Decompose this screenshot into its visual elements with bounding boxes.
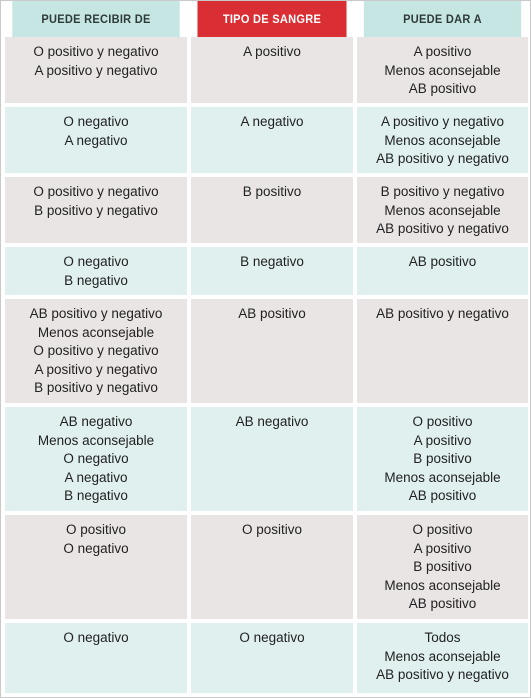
cell-line: Todos	[424, 630, 461, 645]
give-cell	[357, 623, 528, 693]
cell-line: A positivo	[413, 44, 472, 59]
cell-line: Menos aconsejable	[384, 202, 501, 218]
cell-line: B positivo	[242, 184, 302, 199]
blood-type-cell	[191, 247, 353, 295]
cell-line: AB negativo	[235, 414, 309, 429]
cell-line: Menos aconsejable	[384, 469, 501, 485]
blood-type-cell	[191, 623, 353, 693]
cell-line: B positivo y negativo	[380, 184, 505, 199]
receive-cell	[5, 247, 187, 295]
cell-line: Menos aconsejable	[384, 577, 501, 593]
cell-line: O negativo	[63, 254, 129, 269]
receive-cell	[5, 107, 187, 173]
give-cell	[357, 247, 528, 295]
cell-line: O negativo	[63, 540, 129, 556]
header-blood-type: TIPO DE SANGRE	[197, 1, 346, 37]
cell-line: AB positivo	[408, 81, 477, 96]
blood-type-cell	[191, 37, 353, 103]
give-cell	[357, 299, 528, 403]
give-cell	[357, 107, 528, 173]
table-row	[1, 177, 531, 247]
cell-line: O positivo y negativo	[33, 343, 159, 358]
cell-line: O positivo y negativo	[33, 44, 159, 59]
cell-line: AB positivo y negativo	[376, 306, 509, 321]
blood-type-cell	[191, 515, 353, 619]
header-receive: PUEDE RECIBIR DE	[12, 1, 179, 37]
give-cell	[357, 177, 528, 243]
blood-type-cell	[191, 299, 353, 403]
table-row	[1, 299, 531, 407]
cell-line: O positivo	[412, 414, 473, 429]
cell-line: A positivo y negativo	[34, 62, 158, 78]
cell-line: B negativo	[64, 488, 128, 503]
give-cell	[357, 37, 528, 103]
receive-cell	[5, 407, 187, 511]
table-row	[1, 623, 531, 697]
cell-line: B negativo	[240, 254, 304, 269]
cell-line: A negativo	[64, 132, 128, 148]
cell-line: O positivo	[65, 522, 127, 537]
cell-line: AB positivo	[408, 596, 477, 611]
table-row	[1, 407, 531, 515]
give-cell	[357, 407, 528, 511]
cell-line: O positivo	[412, 522, 473, 537]
cell-line: A negativo	[64, 469, 128, 485]
cell-line: AB negativo	[59, 414, 133, 429]
cell-line: B positivo y negativo	[34, 380, 158, 395]
receive-cell	[5, 623, 187, 693]
table-row	[1, 37, 531, 107]
table-row	[1, 107, 531, 177]
cell-line: O positivo y negativo	[33, 184, 159, 199]
table-header	[1, 1, 531, 37]
cell-line: B positivo	[413, 451, 472, 466]
cell-line: O negativo	[63, 630, 129, 645]
blood-type-cell	[191, 107, 353, 173]
cell-line: O negativo	[63, 114, 129, 129]
cell-line: Menos aconsejable	[37, 324, 155, 340]
cell-line: A positivo	[413, 540, 472, 556]
cell-line: A positivo	[243, 44, 301, 59]
cell-line: B negativo	[64, 272, 128, 288]
cell-line: AB positivo	[408, 488, 477, 503]
cell-line: O negativo	[63, 451, 129, 466]
receive-cell	[5, 177, 187, 243]
cell-line: Menos aconsejable	[384, 132, 501, 148]
cell-line: AB positivo y negativo	[376, 221, 509, 236]
give-cell	[357, 515, 528, 619]
blood-type-cell	[191, 177, 353, 243]
cell-line: A positivo y negativo	[34, 361, 158, 377]
table-row	[1, 515, 531, 623]
cell-line: B positivo y negativo	[34, 202, 158, 218]
cell-line: B positivo	[413, 559, 472, 574]
cell-line: AB positivo y negativo	[29, 306, 163, 321]
cell-line: A negativo	[240, 114, 304, 129]
receive-cell	[5, 299, 187, 403]
cell-line: AB positivo	[408, 254, 477, 269]
cell-line: Menos aconsejable	[37, 432, 155, 448]
cell-line: O negativo	[239, 630, 305, 645]
cell-line: Menos aconsejable	[384, 648, 501, 664]
cell-line: A positivo	[413, 432, 472, 448]
cell-line: AB positivo y negativo	[376, 151, 509, 166]
receive-cell	[5, 515, 187, 619]
cell-line: O positivo	[241, 522, 303, 537]
header-give: PUEDE DAR A	[364, 1, 521, 37]
cell-line: AB positivo y negativo	[376, 667, 509, 682]
cell-line: AB positivo	[238, 306, 306, 321]
cell-line: A positivo y negativo	[380, 114, 505, 129]
receive-cell	[5, 37, 187, 103]
cell-line: Menos aconsejable	[384, 62, 501, 78]
blood-type-cell	[191, 407, 353, 511]
table-row	[1, 247, 531, 299]
